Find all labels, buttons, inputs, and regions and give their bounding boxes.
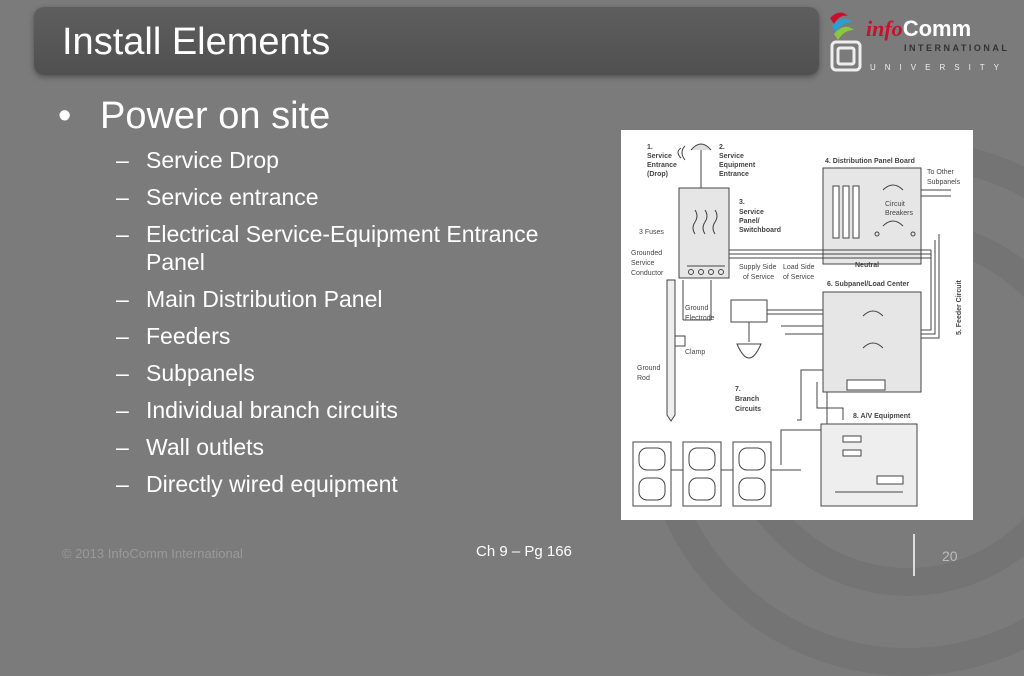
- main-bullet: [58, 95, 330, 138]
- title-bar: [34, 7, 819, 75]
- logo-international: INTERNATIONAL: [904, 43, 1010, 53]
- list-item: – Feeders: [116, 323, 231, 349]
- slide-number: 20: [942, 548, 958, 564]
- svg-text:Neutral: Neutral: [855, 262, 880, 269]
- svg-text:Switchboard: Switchboard: [739, 227, 782, 234]
- svg-text:Breakers: Breakers: [885, 210, 914, 217]
- svg-text:3.: 3.: [739, 199, 745, 206]
- list-item: – Subpanels: [116, 360, 255, 386]
- footer-copyright: © 2013 InfoComm International: [62, 546, 243, 561]
- svg-text:7.: 7.: [735, 386, 741, 393]
- svg-text:5. Feeder Circuit: 5. Feeder Circuit: [956, 280, 963, 335]
- svg-text:Circuits: Circuits: [735, 406, 762, 413]
- svg-text:4. Distribution Panel Board: 4. Distribution Panel Board: [825, 158, 915, 165]
- svg-text:Ground: Ground: [637, 365, 661, 372]
- logo-wordmark: infoComm: [866, 16, 972, 41]
- svg-text:Entrance: Entrance: [719, 171, 749, 178]
- svg-text:Equipment: Equipment: [719, 162, 756, 169]
- svg-text:(Drop): (Drop): [647, 171, 668, 178]
- footer-divider: [913, 534, 915, 576]
- list-item: – Directly wired equipment: [116, 471, 398, 497]
- main-bullet-text: Power on site: [100, 95, 331, 137]
- wall-outlets: [633, 442, 801, 506]
- svg-text:Ground: Ground: [685, 305, 709, 312]
- svg-text:Supply Side: Supply Side: [739, 264, 777, 271]
- svg-text:Service: Service: [739, 209, 764, 216]
- svg-text:1.: 1.: [647, 144, 653, 151]
- subpanel-box: [823, 292, 921, 392]
- svg-text:Subpanels: Subpanels: [927, 179, 961, 186]
- svg-text:Conductor: Conductor: [631, 270, 664, 277]
- svg-text:Service: Service: [647, 153, 672, 160]
- svg-text:Entrance: Entrance: [647, 162, 677, 169]
- svg-text:Grounded: Grounded: [631, 250, 663, 257]
- list-item: – Service entrance: [116, 184, 319, 210]
- av-equipment-rack: [821, 424, 917, 506]
- logo-mark-icon: [826, 8, 866, 74]
- list-item: – Electrical Service-Equipment Entrance Panel: [116, 221, 539, 275]
- svg-text:Circuit: Circuit: [885, 201, 905, 208]
- power-diagram: [621, 130, 973, 520]
- svg-text:of Service: of Service: [783, 274, 815, 281]
- svg-text:Service: Service: [719, 153, 744, 160]
- svg-text:Clamp: Clamp: [685, 349, 706, 356]
- svg-text:3 Fuses: 3 Fuses: [639, 229, 664, 236]
- list-item: – Main Distribution Panel: [116, 286, 383, 312]
- page-reference: Ch 9 – Pg 166: [476, 543, 572, 560]
- svg-text:Load Side: Load Side: [783, 264, 815, 271]
- svg-text:6. Subpanel/Load Center: 6. Subpanel/Load Center: [827, 281, 910, 288]
- infocomm-logo: [826, 8, 1012, 74]
- svg-text:Service: Service: [631, 260, 655, 267]
- svg-text:of Service: of Service: [743, 274, 775, 281]
- bullet-dot-icon: •: [58, 95, 72, 137]
- svg-text:Rod: Rod: [637, 375, 650, 382]
- svg-text:Electrode: Electrode: [685, 315, 715, 322]
- svg-text:To Other: To Other: [927, 169, 954, 176]
- svg-text:Panel/: Panel/: [739, 218, 760, 225]
- svg-text:2.: 2.: [719, 144, 725, 151]
- svg-text:Branch: Branch: [735, 396, 760, 403]
- slide-title: Install Elements: [62, 21, 331, 63]
- list-item: – Service Drop: [116, 147, 279, 173]
- svg-text:8. A/V Equipment: 8. A/V Equipment: [853, 413, 911, 420]
- logo-university: UNIVERSITY: [870, 63, 1009, 72]
- list-item: – Wall outlets: [116, 434, 265, 460]
- sub-bullet-list: [116, 146, 596, 507]
- list-item: – Individual branch circuits: [116, 397, 398, 423]
